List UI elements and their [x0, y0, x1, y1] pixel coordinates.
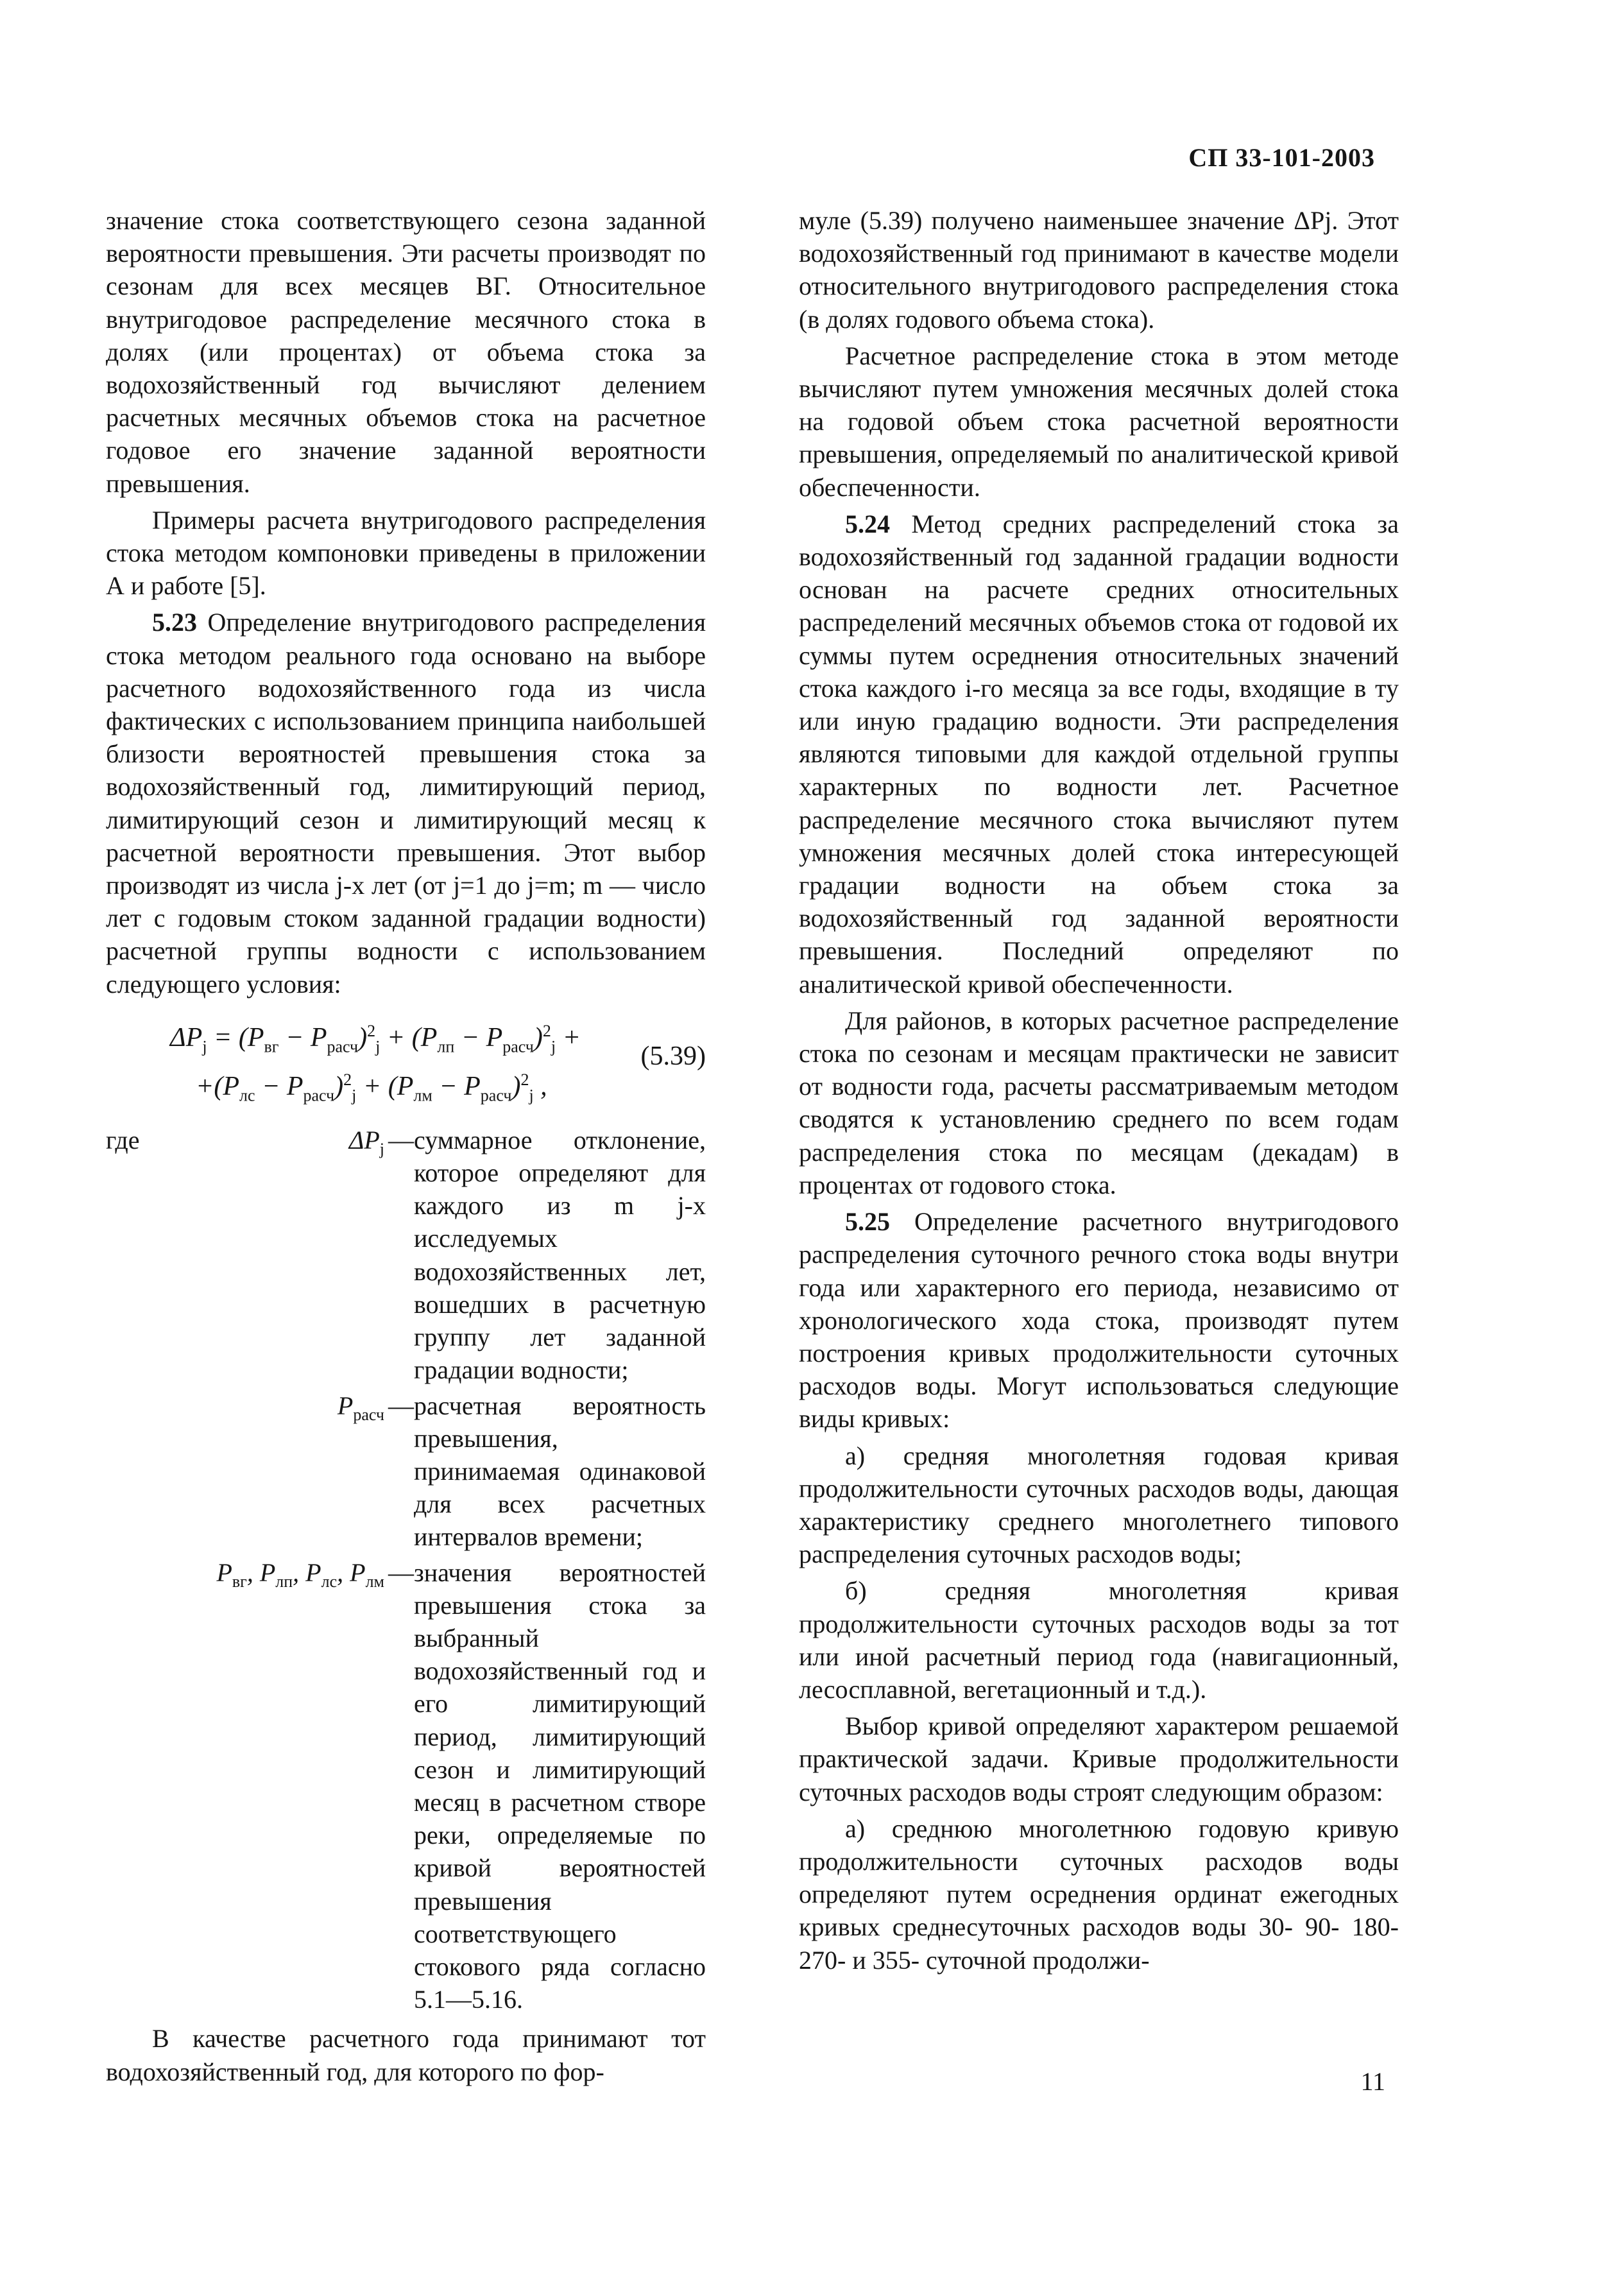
- formula-number: (5.39): [640, 1041, 706, 1071]
- page-number: 11: [1360, 2067, 1385, 2096]
- definition-text: значения вероятностей превышения стока за выбранный водохозяйственный год и его лимитирующий период, лимитирующий сезон и лимитирующий месяц в расчетном створе реки, определяемые по кривой вероятностей превышения соответствующего стокового ряда согласно 5.1—5.16.: [414, 1557, 706, 2014]
- definition-dash: —: [388, 1125, 414, 1154]
- paragraph-5-25: [799, 1205, 1399, 1435]
- left-column: [106, 204, 706, 2092]
- formula-line-2: $+(P_{лс} - P_{расч})^2_j + (P_{лм} - P_{расч})^2_j$ ,: [196, 1070, 547, 1105]
- paragraph: Примеры расчета внутригодового распределения стока методом компоновки приведены в приложении А и работе [5].: [106, 505, 706, 601]
- paragraph-5-23: [106, 606, 706, 1000]
- section-number: 5.23: [152, 608, 197, 637]
- section-text: Метод средних распределений стока за водохозяйственный год заданной градации водности основан на расчете средних относительных распределений месячных объемов стока от годовой их суммы путем осреднения относительных значений стока каждого i-го месяца за все годы, входящие в ту или иную градацию водности. Эти распределения являются типовыми для каждой отдельной группы характерных по водности лет. Расчетное распределение месячного стока вычисляют путем умножения месячных долей стока интересующей градации водности на объем стока за водохозяйственный год заданной вероятности превышения. Последний определяют по аналитической кривой обеспеченности.: [799, 509, 1399, 999]
- section-number: 5.24: [845, 509, 890, 538]
- paragraph: Выбор кривой определяют характером решаемой практической задачи. Кривые продолжительности суточных расходов воды строят следующим образом:: [799, 1711, 1399, 1806]
- list-item: а) средняя многолетняя годовая кривая продолжительности суточных расходов воды, дающая характеристику среднего многолетнего типового распределения суточных расходов воды;: [799, 1441, 1399, 1569]
- definition-text: расчетная вероятность превышения, принимаемая одинаковой для всех расчетных интервалов времени;: [414, 1391, 706, 1552]
- paragraph: значение стока соответствующего сезона заданной вероятности превышения. Эти расчеты производят по сезонам для всех месяцев ВГ. Относительное внутригодовое распределение месячного стока в долях (или процентах) от объема стока за водохозяйственный год вычисляют делением расчетных месячных объемов стока на расчетное годовое его значение заданной вероятности превышения.: [106, 206, 706, 498]
- definition-symbol: $P_{вг}$, $P_{лп}$, $P_{лс}$, $P_{лм}$: [216, 1557, 384, 1591]
- section-text: Определение расчетного внутригодового распределения суточного речного стока воды внутри года или характерного его периода, независимо от хронологического хода стока, производят путем построения кривых продолжительности суточных расходов воды. Могут использоваться следующие виды кривых:: [799, 1207, 1399, 1434]
- paragraph: В качестве расчетного года принимают тот водохозяйственный год, для которого по фор-: [106, 2024, 706, 2086]
- section-number: 5.25: [845, 1207, 890, 1237]
- definition-symbol: где $\Delta P_j$: [106, 1124, 388, 1389]
- section-text: Определение внутригодового распределения стока методом реального года основано на выборе расчетного водохозяйственного года из числа фактических с использованием принципа наибольшей близости вероятностей превышения стока за водохозяйственный год, лимитирующий период, лимитирующий сезон и лимитирующий месяц к расчетной вероятности превышения. Этот выбор производят из числа j-х лет (от j=1 до j=m; m — число лет с годовым стоком заданной градации водности) расчетной группы водности с использованием следующего условия:: [106, 608, 706, 999]
- definitions-list: [106, 1124, 706, 2018]
- right-column: [799, 204, 1399, 1980]
- paragraph: Для районов, в которых расчетное распределение стока по сезонам и месяцам практически не зависит от водности года, расчеты рассматриваемым методом сводятся к установлению среднего по всем годам распределения стока по месяцам (декадам) в процентах от годового стока.: [799, 1006, 1399, 1199]
- formula-5-39: [106, 1009, 706, 1112]
- document-code-header: СП 33-101-2003: [1188, 143, 1375, 172]
- paragraph-5-24: [799, 508, 1399, 1000]
- where-word: где: [106, 1125, 140, 1154]
- definition-symbol: $P_{расч}$: [337, 1391, 384, 1424]
- formula-line-1: $\Delta P_j = (P_{вг} - P_{расч})^2_j + (P_{лп} - P_{расч})^2_j$ +: [170, 1021, 581, 1056]
- paragraph: муле (5.39) получено наименьшее значение ΔPj. Этот водохозяйственный год принимают в качестве модели относительного внутригодового распределения стока (в долях годового объема стока).: [799, 206, 1399, 334]
- definition-text: суммарное отклонение, которое определяют для каждого из m j-х исследуемых водохозяйственных лет, вошедших в расчетную группу лет заданной градации водности;: [414, 1125, 706, 1385]
- definition-dash: —: [388, 1391, 414, 1420]
- list-item: б) средняя многолетняя кривая продолжительности суточных расходов воды за тот или иной расчетный период года (навигационный, лесосплавной, вегетационный и т.д.).: [799, 1576, 1399, 1704]
- list-item: а) среднюю многолетнюю годовую кривую продолжительности суточных расходов воды определяют путем осреднения ординат ежегодных кривых среднесуточных расходов воды 30- 90- 180- 270- и 355- суточной продолжи-: [799, 1814, 1399, 1975]
- paragraph: Расчетное распределение стока в этом методе вычисляют путем умножения месячных долей стока на годовой объем стока расчетной вероятности превышения, определяемый по аналитической кривой обеспеченности.: [799, 341, 1399, 502]
- definition-dash: —: [388, 1557, 414, 1587]
